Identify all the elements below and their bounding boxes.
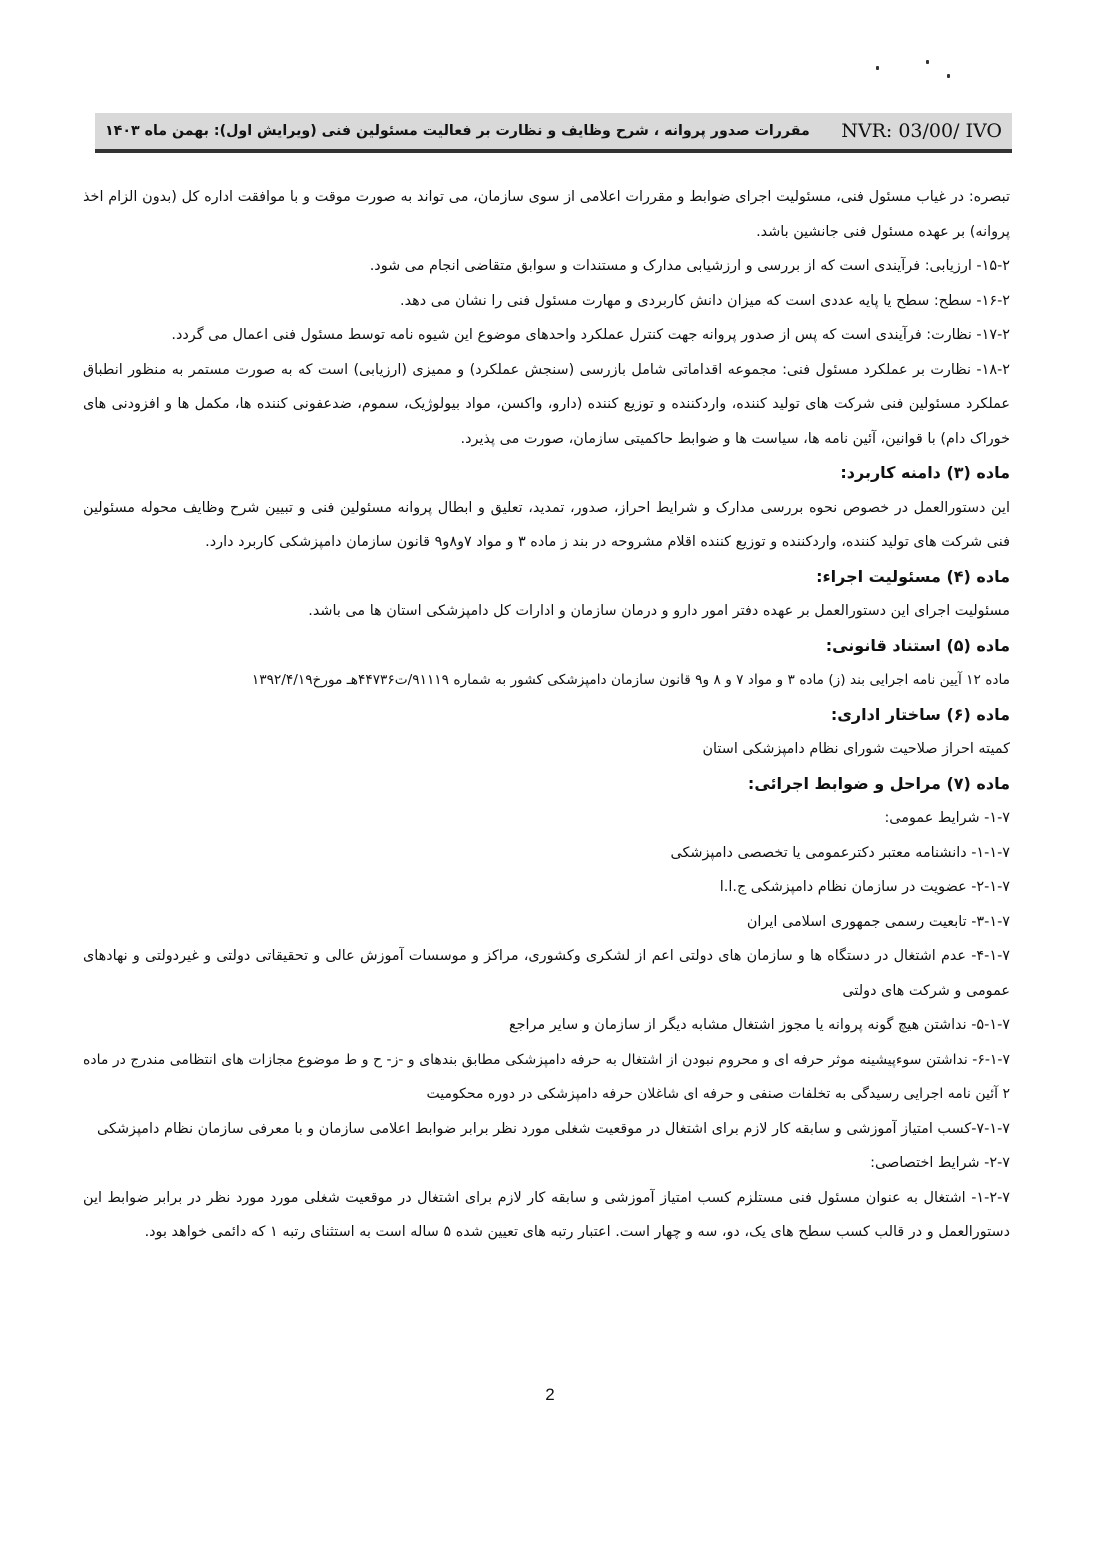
clause-2-16: ۱۶-۲- سطح: سطح یا پایه عددی است که میزان دانش کاربردی و مهارت مسئول فنی را نشان می دهد. bbox=[400, 292, 1010, 309]
clause-7-1-1: ۱-۱-۷- دانشنامه معتبر دکترعمومی یا تخصصی دامپزشکی bbox=[670, 844, 1010, 861]
clause-7-1-2: ۲-۱-۷- عضویت در سازمان نظام دامپزشکی ج.ا.ا bbox=[719, 879, 1010, 895]
clause-7-2-1: ۱-۲-۷- اشتغال به عنوان مسئول فنی مستلزم کسب امتیاز آموزشی و سابقه کار لازم برای اشتغال در موقعیت شغلی مورد مورد نظر در برابر ضوابط این دستورالعمل و در قالب کسب سطح های یک، دو، سه و چهار است. اعتبار رتبه های تعیین شده ۵ ساله است به استثنای رتبه ۱ که دائمی خواهد بود. bbox=[83, 1189, 1010, 1240]
document-body bbox=[83, 180, 1010, 1250]
article-6-text: کمیته احراز صلاحیت شورای نظام دامپزشکی استان bbox=[702, 741, 1010, 757]
note-paragraph: تبصره: در غیاب مسئول فنی، مسئولیت اجرای ضوابط و مقررات اعلامی از سوی سازمان، می تواند به صورت موقت و با موافقت اداره کل (بدون الزام اخذ پروانه) بر عهده مسئول فنی جانشین باشد. bbox=[83, 189, 1010, 240]
scan-speck bbox=[926, 60, 929, 64]
clause-7-1-3: ۳-۱-۷- تابعیت رسمی جمهوری اسلامی ایران bbox=[746, 913, 1010, 930]
document-title: مقررات صدور پروانه ، شرح وظایف و نظارت بر فعالیت مسئولین فنی (ویرایش اول): بهمن ماه ۱۴۰۳ bbox=[105, 123, 810, 139]
scan-speck bbox=[876, 66, 879, 70]
article-3-heading: ماده (۳) دامنه کاربرد: bbox=[840, 463, 1010, 482]
clause-7-1-4: ۴-۱-۷- عدم اشتغال در دستگاه ها و سازمان های دولتی اعم از لشکری وکشوری، مراکز و موسسات آموزش عالی و تحقیقاتی دولتی و غیردولتی و نهادهای عمومی و شرکت های دولتی bbox=[83, 948, 1010, 999]
scan-speck bbox=[947, 74, 950, 78]
clause-2-17: ۱۷-۲- نظارت: فرآیندی است که پس از صدور پروانه جهت کنترل عملکرد واحدهای موضوع این شیوه نامه توسط مسئول فنی اعمال می گردد. bbox=[171, 327, 1010, 343]
article-5-heading: ماده (۵) استناد قانونی: bbox=[825, 635, 1010, 655]
article-4-text: مسئولیت اجرای این دستورالعمل بر عهده دفتر امور دارو و درمان سازمان و ادارات کل دامپزشکی استان ها می باشد. bbox=[308, 603, 1010, 619]
article-4-heading: ماده (۴) مسئولیت اجراء: bbox=[816, 566, 1010, 586]
article-7-heading: ماده (۷) مراحل و ضوابط اجرائی: bbox=[747, 773, 1010, 793]
document-header bbox=[95, 113, 1012, 153]
scan-specks bbox=[860, 58, 980, 88]
clause-7-1-6: ۶-۱-۷- نداشتن سوءپیشینه موثر حرفه ای و محروم نبودن از اشتغال به حرفه دامپزشکی مطابق بندهای و -ز- ح و ط موضوع مجازات های انتظامی مندرج در ماده ۲ آئین نامه اجرایی رسیدگی به تخلفات صنفی و حرفه ای شاغلان حرفه دامپزشکی در دوره محکومیت bbox=[83, 1051, 1010, 1102]
article-5-text: ماده ۱۲ آیین نامه اجرایی بند (ز) ماده ۳ و مواد ۷ و ۸ و۹ قانون سازمان دامپزشکی کشور به شماره ۹۱۱۱۹/ت۴۴۷۳۶هـ مورخ۱۳۹۲/۴/۱۹ bbox=[251, 672, 1010, 688]
article-3-text: این دستورالعمل در خصوص نحوه بررسی مدارک و شرایط احراز، صدور، تمدید، تعلیق و ابطال پروانه مسئولین فنی و تبیین شرح وظایف محوله مسئولین فنی شرکت های تولید کننده، واردکننده و توزیع کننده اقلام مشروحه در بند ز ماده ۳ و مواد ۷و۸و۹ قانون سازمان دامپزشکی کاربرد دارد. bbox=[83, 499, 1010, 550]
clause-2-15: ۱۵-۲- ارزیابی: فرآیندی است که از بررسی و ارزشیابی مدارک و مستندات و سوابق متقاضی انجام می شود. bbox=[369, 258, 1010, 274]
clause-2-18: ۱۸-۲- نظارت بر عملکرد مسئول فنی: مجموعه اقداماتی شامل بازرسی (سنجش عملکرد) و ممیزی (ارزیابی) است که به صورت مستمر به منظور انطباق عملکرد مسئولین فنی شرکت های تولید کننده، واردکننده و توزیع کننده (دارو، واکسن، مواد بیولوژیک، سموم، ضدعفونی کننده ها، مکمل ها و افزودنی های خوراک دام) با قوانین، آئین نامه ها، سیاست ها و ضوابط حاکمیتی سازمان، صورت می پذیرد. bbox=[83, 361, 1010, 447]
clause-7-2: ۲-۷- شرایط اختصاصی: bbox=[870, 1155, 1010, 1171]
clause-7-1: ۱-۷- شرایط عمومی: bbox=[884, 810, 1010, 826]
clause-7-1-5: ۵-۱-۷- نداشتن هیچ گونه پروانه یا مجوز اشتغال مشابه دیگر از سازمان و سایر مراجع bbox=[508, 1017, 1010, 1033]
page-number: 2 bbox=[545, 1385, 555, 1404]
clause-7-1-7: ۷-۱-۷-کسب امتیاز آموزشی و سابقه کار لازم برای اشتغال در موقعیت شغلی مورد نظر برابر ضوابط اعلامی سازمان و با معرفی سازمان نظام دامپزشکی bbox=[97, 1120, 1010, 1137]
article-6-heading: ماده (۶) ساختار اداری: bbox=[830, 704, 1010, 724]
document-code: NVR: 03/00/ IVO bbox=[841, 120, 1002, 142]
